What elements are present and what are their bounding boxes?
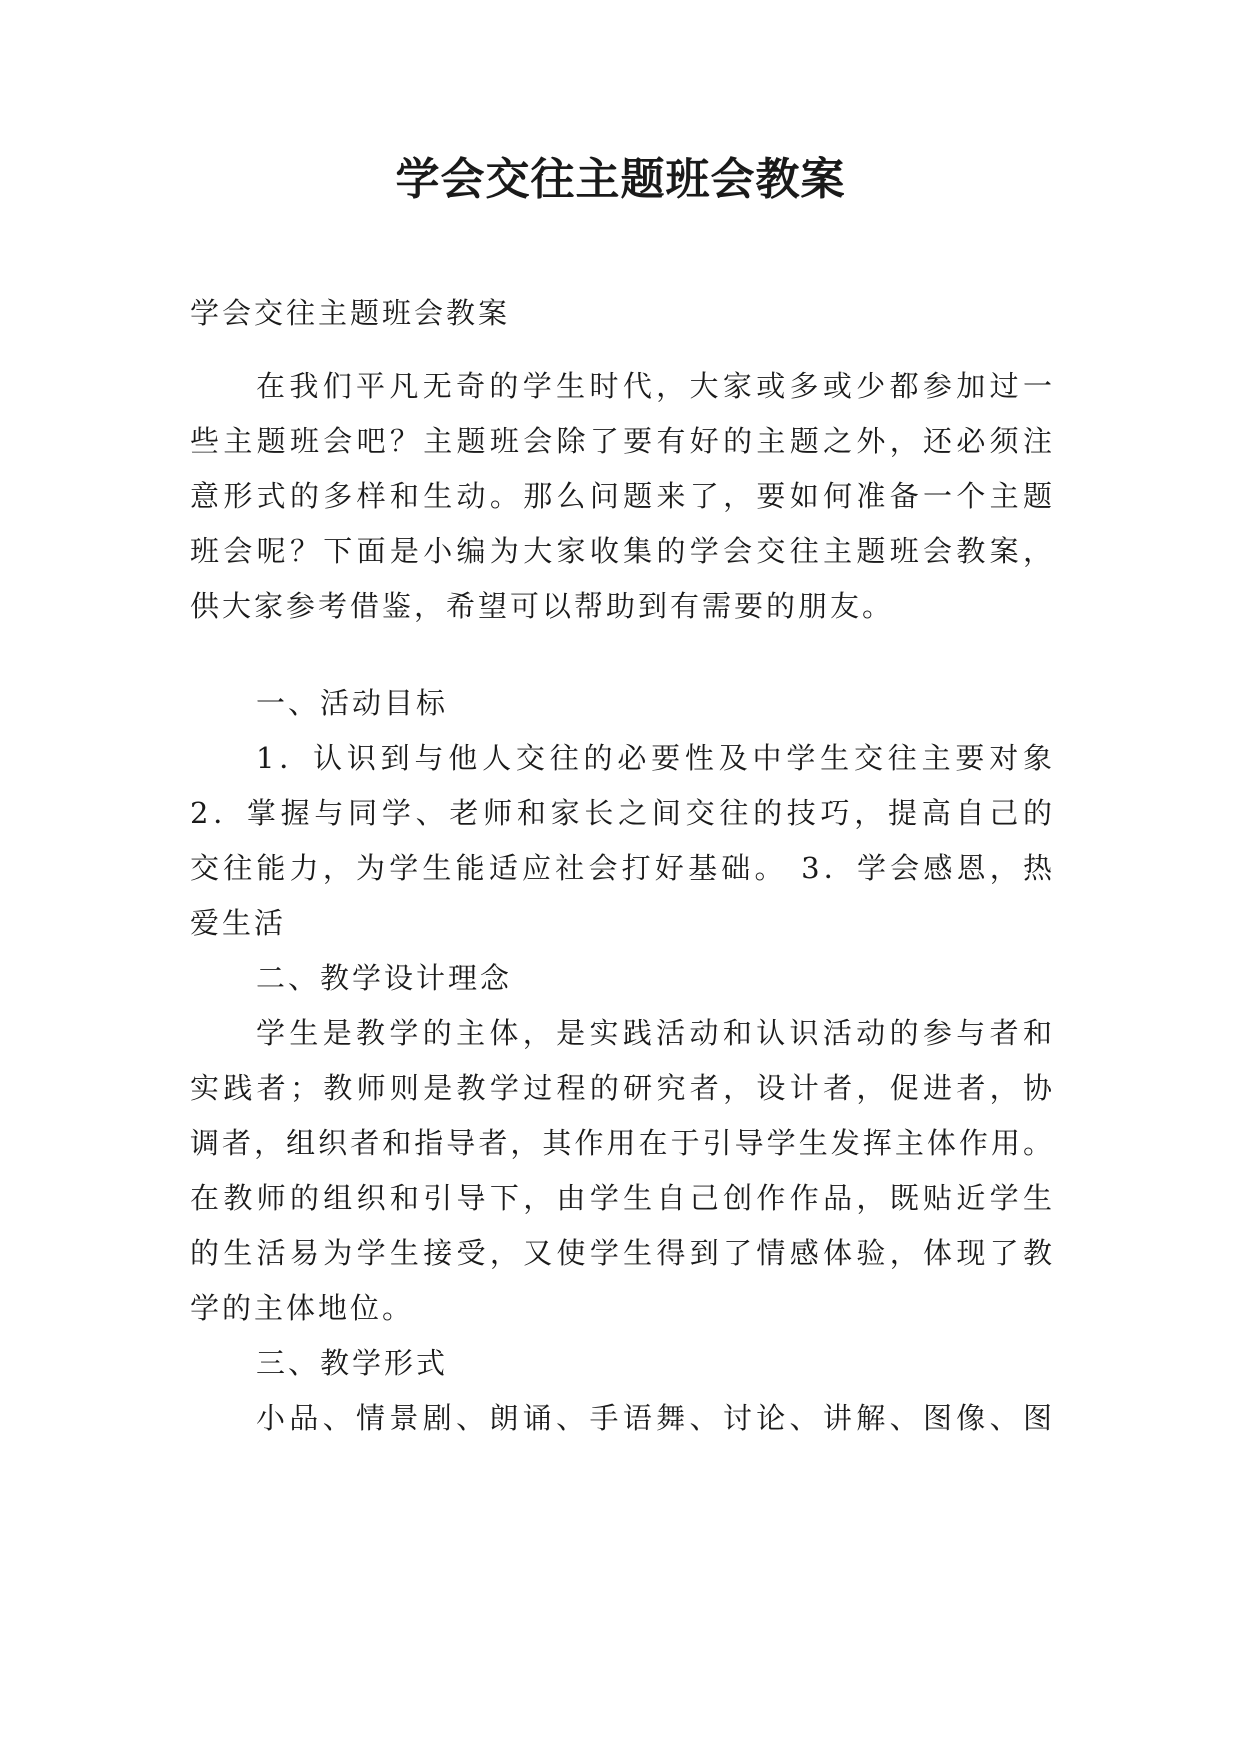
- paragraph-line: 意形式的多样和生动。那么问题来了，要如何准备一个主题: [190, 479, 1052, 513]
- document-subtitle: 学会交往主题班会教案: [190, 296, 511, 330]
- paragraph-line: 交往能力，为学生能适应社会打好基础。 3．学会感恩，热: [190, 851, 1052, 885]
- paragraph-line: 在教师的组织和引导下，由学生自己创作作品，既贴近学生: [190, 1181, 1052, 1215]
- paragraph-line: 些主题班会吧？主题班会除了要有好的主题之外，还必须注: [190, 424, 1052, 458]
- paragraph-line: 实践者；教师则是教学过程的研究者，设计者，促进者，协: [190, 1071, 1052, 1105]
- paragraph-line: 的生活易为学生接受，又使学生得到了情感体验，体现了教: [190, 1236, 1052, 1270]
- section-heading: 一、活动目标: [256, 686, 449, 720]
- paragraph-line: 2．掌握与同学、老师和家长之间交往的技巧，提高自己的: [190, 796, 1052, 830]
- section-heading: 三、教学形式: [256, 1346, 449, 1380]
- section-heading: 二、教学设计理念: [256, 961, 513, 995]
- paragraph-line: 供大家参考借鉴，希望可以帮助到有需要的朋友。: [190, 589, 895, 623]
- paragraph-line: 学的主体地位。: [190, 1291, 415, 1325]
- document-title: 学会交往主题班会教案: [395, 154, 846, 205]
- paragraph-line: 在我们平凡无奇的学生时代，大家或多或少都参加过一: [256, 369, 1052, 403]
- paragraph-line: 1．认识到与他人交往的必要性及中学生交往主要对象: [256, 741, 1052, 775]
- paragraph-line: 爱生活: [190, 906, 287, 940]
- paragraph-line: 小品、情景剧、朗诵、手语舞、讨论、讲解、图像、图: [256, 1401, 1052, 1435]
- paragraph-line: 调者，组织者和指导者，其作用在于引导学生发挥主体作用。: [190, 1126, 1052, 1160]
- paragraph-line: 学生是教学的主体，是实践活动和认识活动的参与者和: [256, 1016, 1052, 1050]
- paragraph-line: 班会呢？下面是小编为大家收集的学会交往主题班会教案，: [190, 534, 1052, 568]
